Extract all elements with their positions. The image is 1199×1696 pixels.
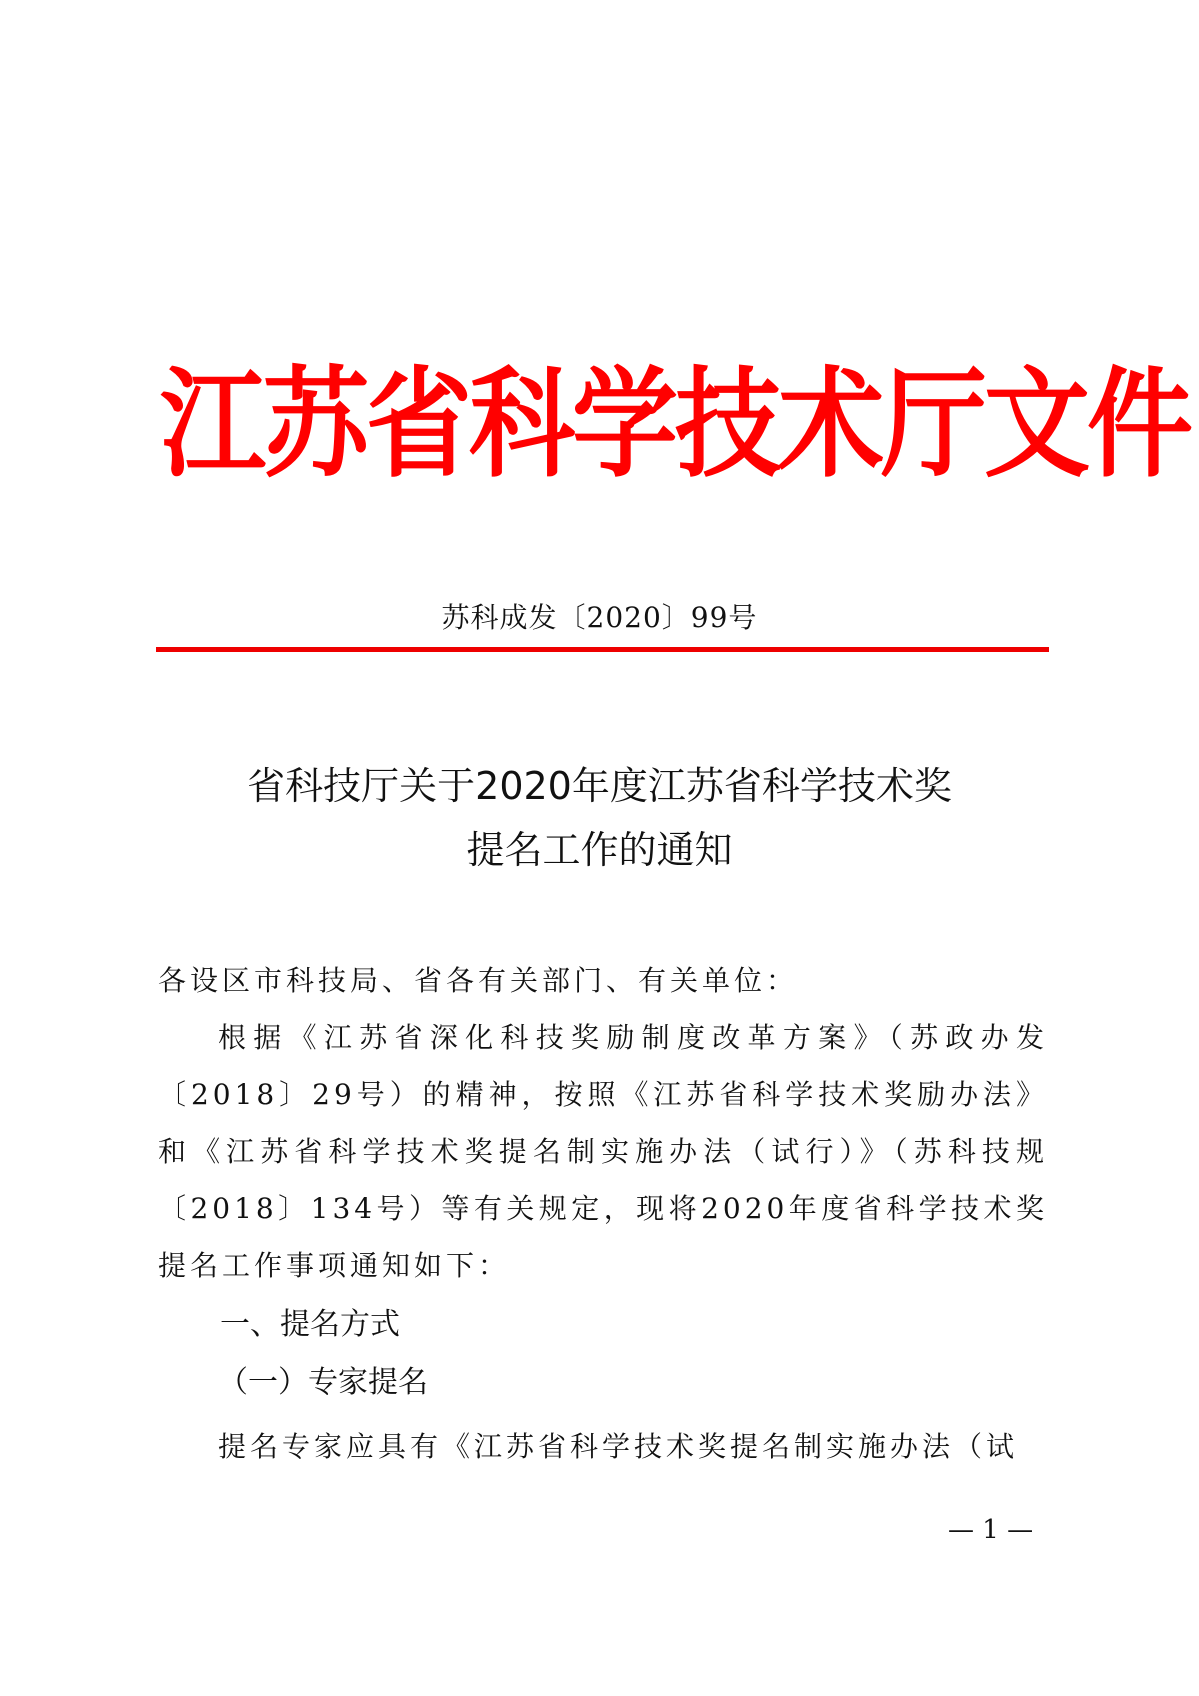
subsection-heading-expert-nomination: （一）专家提名 — [218, 1365, 428, 1400]
agency-header-title: 江苏省科学技术厅文件 — [160, 355, 1190, 494]
document-number: 苏科成发〔2020〕99号 — [441, 601, 758, 634]
body-paragraph-2: 提名专家应具有《江苏省科学技术奖提名制实施办法（试 — [218, 1430, 1019, 1463]
addressee: 各设区市科技局、省各有关部门、有关单位： — [158, 964, 799, 997]
notice-title-line-1: 省科技厅关于2020年度江苏省科学技术奖 — [247, 764, 952, 808]
red-divider-line — [156, 647, 1049, 652]
page-number: — 1 — — [948, 1515, 1034, 1545]
body-paragraph-1: 根据《江苏省深化科技奖励制度改革方案》（苏政办发〔2018〕29号）的精神，按照《江苏省科学技术奖励办法》和《江苏省科学技术奖提名制实施办法（试行）》（苏科技规〔2018〕134号）等有关规定，现将2020年度省科学技术奖提名工作事项通知如下： — [158, 1021, 1048, 1282]
section-heading-nomination-method: 一、提名方式 — [220, 1307, 400, 1342]
notice-title-line-2: 提名工作的通知 — [466, 828, 733, 872]
notice-title — [0, 754, 1199, 882]
